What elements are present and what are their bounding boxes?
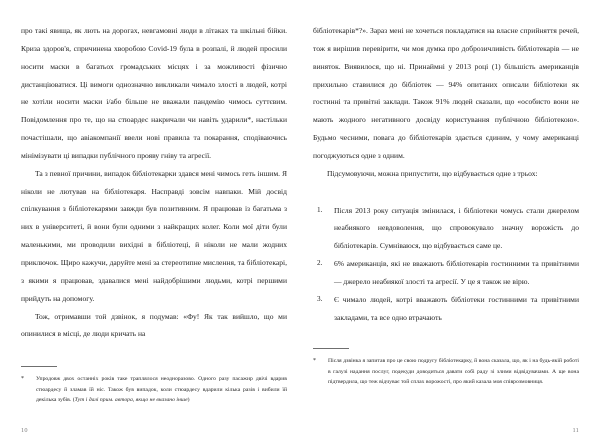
footnote-marker: * [313,358,316,365]
list-item-marker: 3. [317,294,323,303]
footnote-marker: * [21,376,24,383]
footnote-text-tail: ) [187,397,190,404]
list-item [313,202,579,256]
numbered-list [313,202,579,327]
list-item-text: Є чимало людей, котрі вважають бібліотеки гостинними та привітними закладами, та все одно втрачають [334,294,579,322]
list-item-text: 6% американців, які не вважають бібліотекарів гостинними та привітними — джерело неабиякої злості та агресії. У це я також не вірю. [334,259,579,286]
footnote-text: Упродовж двох останніх років таке траплялося неодноразово. Одного разу пасажир двічі вдарив стюардесу й зламав їй ніс. Також був випадок, коли стюардесу вдарили кілька разів і вибили їй декілька зубів. ( [36,376,287,404]
left-page-body [21,22,287,343]
list-item [313,291,579,327]
list-item-text: Після 2013 року ситуація змінилася, і бібліотеки чомусь стали джерелом неабиякого невдоволення, що спровокувало значну ворожість до бібліотекарів. Сумніваюся, що відбувається саме це. [334,205,579,251]
page-right [300,0,600,448]
page-number-right: 11 [572,427,579,434]
footnote-separator-rule [313,348,349,349]
paragraph: про такі явища, як лють на дорогах, невгамовні люди в літаках та шкільні бійки. Криза здоров'я, спричинена хворобою Covid-19 була в розпалі, й людей просили носити маски в багатьох громадських місцях і за можливості фізично дистанціюватися. Ці вимоги однозначно викликали чимало злості в людей, котрі не хотіли носити маски і/або більше не вважали пандемію чимось суттєвим. Повідомлення про те, що на стюардес накричали чи навіть ударили*, настільки почастішали, що авіакомпанії ввели нові правила та покарання, сподіваючись мінімізувати ці випадки публічного прояву гніву та агресії. [21,26,287,160]
list-item-marker: 2. [317,259,323,268]
footnote-text-italic: Тут і далі прим. автора, якщо не вказано інше [74,397,188,404]
footnote-text: Після дзвінка я запитав про це свою подругу бібліотекарку, й вона сказала, що, як і на будь-якій роботі в галузі надання послуг, подекуди доводиться давати собі раду зі злими відвідувачами. А ще вона підтвердила, що теж відчуває той сплах ворожості, про який казала моя співрозмовниця. [328,358,579,386]
paragraph: Підсумовуючи, можна припустити, що відбувається одне з трьох: [327,168,538,178]
footnote-zone-left [0,366,300,406]
right-page-body [313,22,579,327]
list-item-marker: 1. [317,205,323,214]
page-number-left: 10 [21,427,28,434]
paragraph: Тож, отримавши той дзвінок, я подумав: «Фу! Як так вийшло, що ми опинилися в місці, де люди кричать на [21,311,287,339]
footnote-zone-right [300,348,600,388]
paragraph: бібліотекарів*?». Зараз мені не хочеться покладатися на власне сприйняття речей, тож я вирішив перевірити, чи моя думка про доброзичливість бібліотекарів — не виняток. Виявилося, що ні. Принаймні у 2013 році (1) більшість американців прихильно ставилися до бібліотек — 94% опитаних описали бібліотеки як гостинні та привітні заклади. Також 91% людей сказали, що «особисто вони не мають жодного негативного досвіду користування публічною бібліотекою». Будьмо чесними, повага до бібліотекарів здається єдиним, у чому американці погоджуються одне з одним. [313,26,579,160]
list-item [313,255,579,291]
footnote [21,374,287,406]
footnote [313,356,579,388]
footnote-separator-rule [21,366,57,367]
paragraph: Та з певної причини, випадок бібліотекарки здався мені чимось геть іншим. Я ніколи не лютував на бібліотекаря. Насправді зовсім навпаки. Мій досвід спілкування з бібліотекарями завжди був позитивним. Я працював із багатьма з них в університеті, й вони були одними з найкращих колег. Коли мої діти були маленькими, ми проводили вихідні в бібліотеці, й ніколи не мали жодних приключок. Щиро кажучи, даруйте мені за стереотипне мислення, та бібліотекарі, з якими я працював, здавалися мені найдобрішими людьми, котрі першими прийдуть на допомогу. [21,168,287,303]
